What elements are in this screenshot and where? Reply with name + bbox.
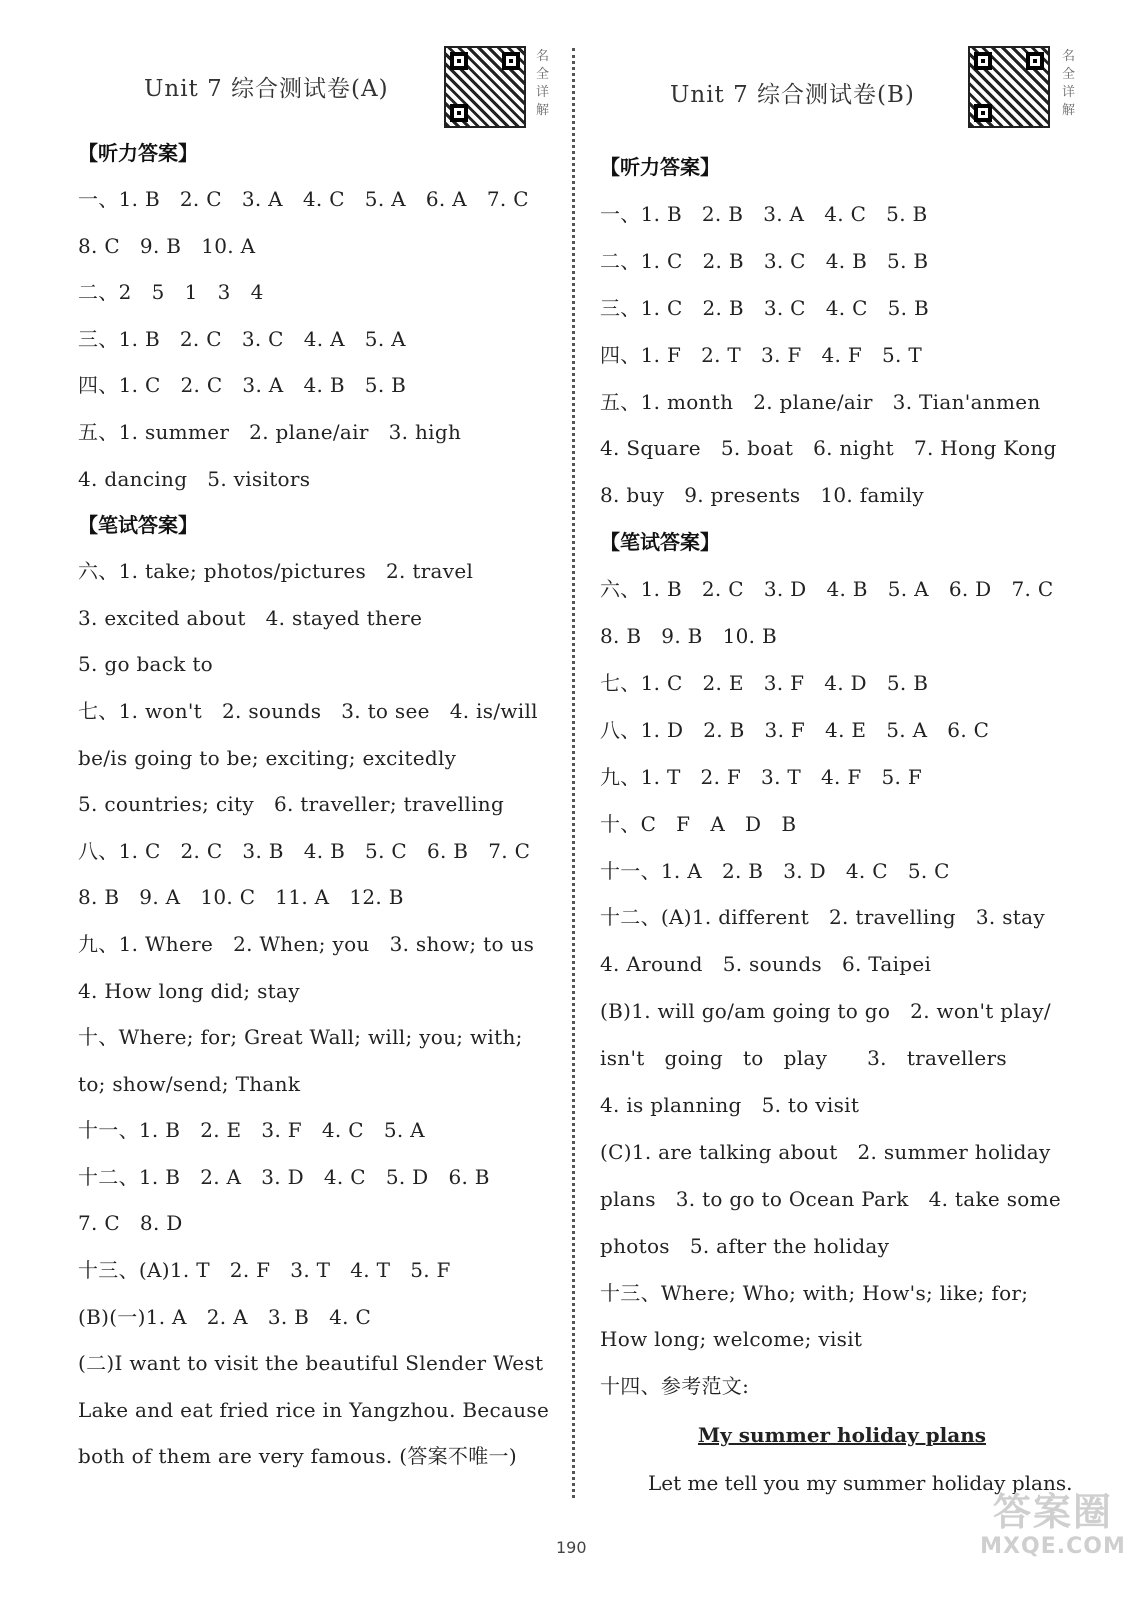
- answer-line: 九、1. T 2. F 3. T 4. F 5. F: [600, 764, 922, 789]
- answer-line: 一、1. B 2. B 3. A 4. C 5. B: [600, 202, 928, 226]
- watermark-logo: [978, 1490, 1128, 1560]
- answer-line: 十、C F A D B: [600, 811, 797, 836]
- answer-line: 三、1. B 2. C 3. C 4. A 5. A: [78, 326, 406, 351]
- watermark-site-text: MXQE.COM: [980, 1534, 1126, 1559]
- section-title-a: [78, 40, 558, 130]
- answer-line: plans 3. to go to Ocean Park 4. take some: [600, 1186, 1061, 1211]
- answer-line: 六、1. take; photos/pictures 2. travel: [78, 559, 474, 584]
- answer-line: 五、1. month 2. plane/air 3. Tian'anmen: [600, 389, 1041, 414]
- written-answers: [78, 548, 558, 1480]
- written-answers: [600, 566, 1090, 1410]
- answer-line: 十四、参考范文:: [600, 1374, 750, 1399]
- qr-caption: 名 全 详 解: [1062, 49, 1077, 118]
- answer-line: 4. Around 5. sounds 6. Taipei: [600, 952, 932, 977]
- answer-line: 7. C 8. D: [78, 1211, 183, 1236]
- answer-line: 十二、(A)1. different 2. travelling 3. stay: [600, 905, 1045, 930]
- answer-line: 4. dancing 5. visitors: [78, 466, 311, 491]
- listening-heading: 【听力答案】: [78, 141, 198, 165]
- listening-heading: 【听力答案】: [600, 155, 720, 179]
- answer-line: both of them are very famous. (答案不唯一): [78, 1444, 517, 1469]
- answer-line: 十一、1. A 2. B 3. D 4. C 5. C: [600, 858, 950, 883]
- answer-line: 8. buy 9. presents 10. family: [600, 483, 924, 508]
- answer-line: (B)1. will go/am going to go 2. won't play/: [600, 999, 1051, 1024]
- answer-line: isn't going to play 3. travellers: [600, 1046, 1007, 1071]
- answer-line: to; show/send; Thank: [78, 1071, 301, 1096]
- answer-line: 五、1. summer 2. plane/air 3. high: [78, 419, 462, 444]
- answer-line: photos 5. after the holiday: [600, 1233, 890, 1258]
- answer-line: 四、1. C 2. C 3. A 4. B 5. B: [78, 373, 407, 398]
- answer-line: How long; welcome; visit: [600, 1327, 863, 1352]
- qr-code-icon[interactable]: [444, 46, 526, 128]
- watermark-logo-text: 答案圈: [992, 1490, 1113, 1534]
- answer-line: 4. Square 5. boat 6. night 7. Hong Kong: [600, 436, 1057, 461]
- answer-line: (B)(一)1. A 2. A 3. B 4. C: [78, 1304, 372, 1329]
- written-heading: 【笔试答案】: [78, 513, 198, 538]
- answer-line: 8. C 9. B 10. A: [78, 233, 256, 258]
- essay-title: My summer holiday plans: [697, 1423, 987, 1448]
- answer-line: 一、1. B 2. C 3. A 4. C 5. A 6. A 7. C: [78, 187, 529, 211]
- answer-column-b: [600, 40, 1090, 1506]
- answer-line: 8. B 9. A 10. C 11. A 12. B: [78, 885, 404, 910]
- written-heading: 【笔试答案】: [600, 530, 720, 555]
- answer-line: 二、2 5 1 3 4: [78, 280, 264, 305]
- section-title-b: [600, 40, 1090, 144]
- answer-line: be/is going to be; exciting; excitedly: [78, 745, 457, 770]
- answer-line: 七、1. C 2. E 3. F 4. D 5. B: [600, 671, 929, 696]
- answer-line: 二、1. C 2. B 3. C 4. B 5. B: [600, 248, 929, 273]
- answer-line: 4. How long did; stay: [78, 978, 300, 1003]
- title-text: Unit 7 综合测试卷(B): [670, 82, 915, 108]
- answer-line: 三、1. C 2. B 3. C 4. C 5. B: [600, 295, 929, 320]
- answer-line: Lake and eat fried rice in Yangzhou. Because: [78, 1397, 550, 1422]
- answer-line: 十一、1. B 2. E 3. F 4. C 5. A: [78, 1118, 425, 1143]
- answer-line: 四、1. F 2. T 3. F 4. F 5. T: [600, 342, 922, 367]
- listening-answers: [78, 176, 558, 502]
- answer-line: 5. countries; city 6. traveller; travelling: [78, 792, 505, 817]
- answer-line: 5. go back to: [78, 652, 214, 677]
- essay-first-line: Let me tell you my summer holiday plans.: [648, 1471, 1073, 1496]
- answer-column-a: [78, 40, 558, 1480]
- answer-line: 十二、1. B 2. A 3. D 4. C 5. D 6. B: [78, 1164, 490, 1189]
- answer-line: 六、1. B 2. C 3. D 4. B 5. A 6. D 7. C: [600, 577, 1054, 602]
- answer-line: (C)1. are talking about 2. summer holiday: [600, 1139, 1051, 1164]
- title-text: Unit 7 综合测试卷(A): [144, 76, 389, 102]
- answer-line: 八、1. D 2. B 3. F 4. E 5. A 6. C: [600, 717, 990, 742]
- answer-line: 3. excited about 4. stayed there: [78, 605, 423, 630]
- page-number: 190: [556, 1538, 587, 1557]
- answer-line: 八、1. C 2. C 3. B 4. B 5. C 6. B 7. C: [78, 838, 531, 863]
- column-divider: [572, 48, 575, 1498]
- answer-line: (二)I want to visit the beautiful Slender West: [78, 1351, 544, 1376]
- qr-caption: 名 全 详 解: [536, 49, 551, 118]
- qr-code-icon[interactable]: [968, 46, 1050, 128]
- answer-line: 十、Where; for; Great Wall; will; you; with;: [78, 1025, 523, 1050]
- answer-line: 8. B 9. B 10. B: [600, 624, 777, 649]
- listening-answers: [600, 191, 1090, 519]
- answer-line: 九、1. Where 2. When; you 3. show; to us: [78, 931, 535, 956]
- answer-line: 十三、Where; Who; with; How's; like; for;: [600, 1280, 1029, 1305]
- answer-line: 十三、(A)1. T 2. F 3. T 4. T 5. F: [78, 1258, 451, 1283]
- answer-line: 4. is planning 5. to visit: [600, 1093, 860, 1118]
- answer-line: 七、1. won't 2. sounds 3. to see 4. is/will: [78, 698, 538, 723]
